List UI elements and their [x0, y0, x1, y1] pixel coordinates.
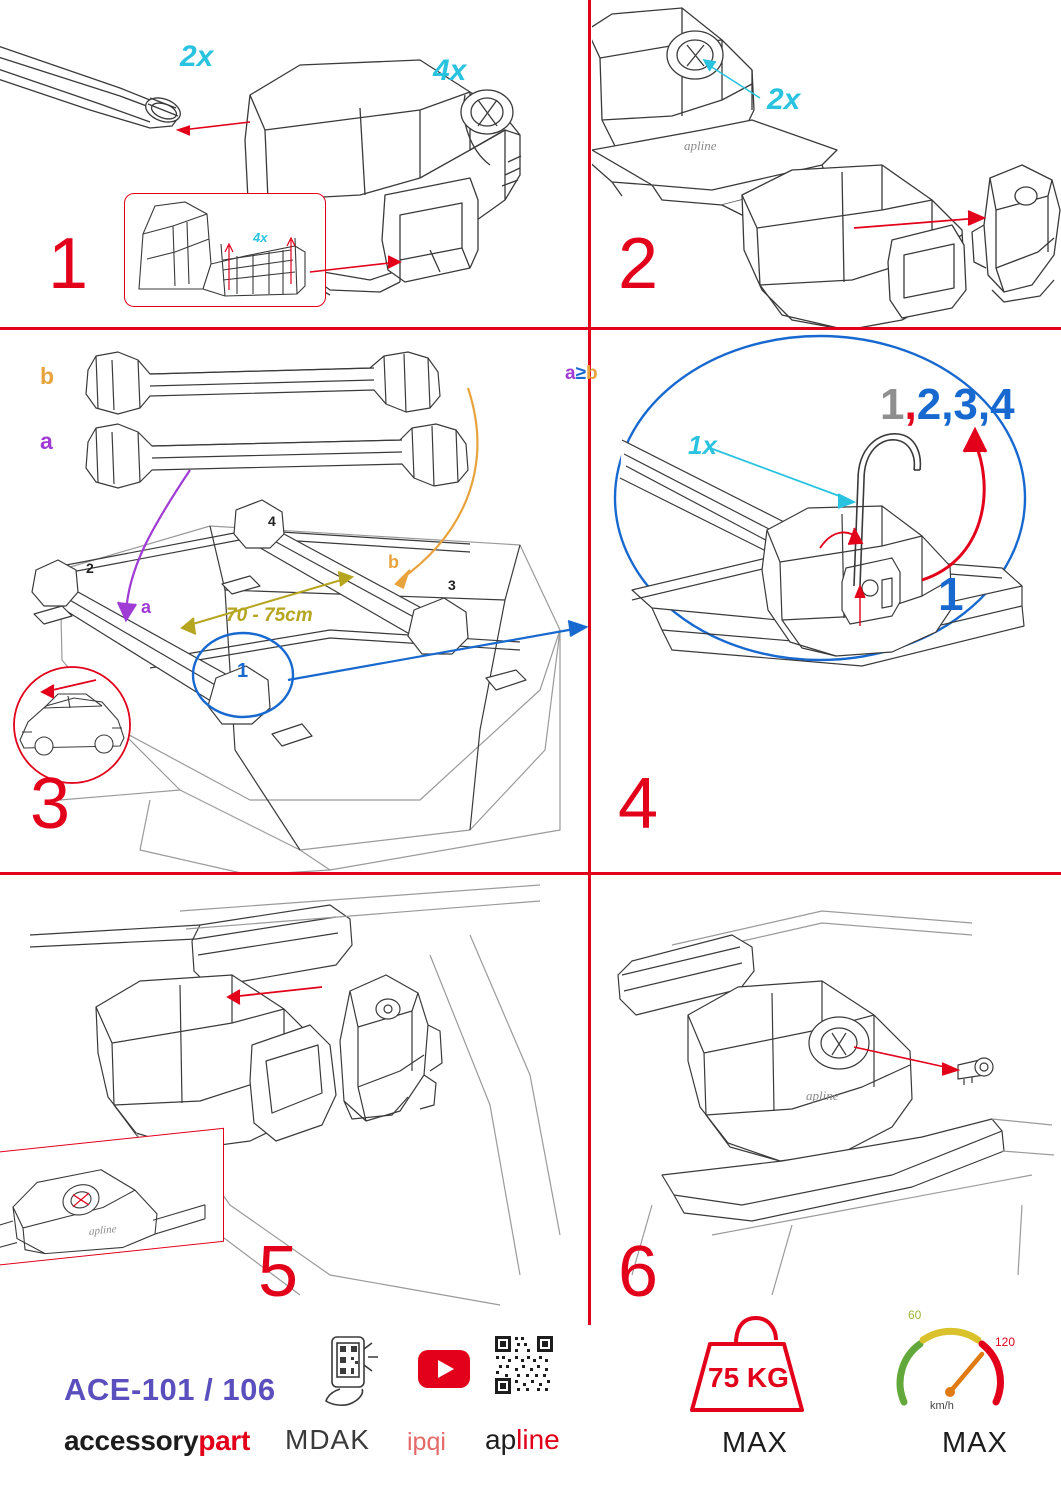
brand-accessorypart-part2: part	[198, 1425, 251, 1456]
step-3-illustration	[0, 330, 590, 872]
bar-label-a: a	[40, 428, 53, 454]
tightening-sequence: 1,2,3,4	[880, 380, 1015, 429]
weight-max-label: MAX	[722, 1427, 788, 1459]
inset-brand-mark: apline	[88, 1223, 117, 1238]
inset-quantity-label: 4x	[253, 230, 268, 245]
foot-number-3: 3	[448, 577, 456, 593]
brand-mdak: MDAK	[285, 1424, 370, 1455]
step-4-quantity-1x: 1x	[688, 430, 717, 460]
model-code: ACE-101 / 106	[64, 1372, 276, 1407]
speed-tick-120: 120	[995, 1335, 1016, 1349]
step-number-3: 3	[30, 764, 72, 844]
qr-code-icon	[493, 1334, 555, 1396]
step-2-quantity-2x: 2x	[767, 83, 801, 116]
step-number-4: 4	[618, 764, 660, 844]
step-6-illustration	[592, 875, 1061, 1315]
step-number-6: 6	[618, 1232, 660, 1312]
foot-number-2: 2	[86, 560, 94, 576]
step-5-inset-illustration	[0, 1129, 221, 1263]
phone-qr-icon	[318, 1333, 398, 1413]
speed-max-label: MAX	[942, 1427, 1008, 1459]
speed-tick-60: 60	[908, 1308, 922, 1322]
bar-label-b: b	[40, 363, 55, 389]
brand-apline-part1: ap	[485, 1424, 517, 1455]
roof-label-b: b	[388, 552, 399, 572]
step-1-quantity-2x: 2x	[180, 40, 214, 73]
step-1-inset-box	[124, 193, 326, 307]
step-2-illustration	[592, 0, 1061, 327]
step-1-quantity-4x: 4x	[433, 54, 467, 87]
speed-unit-label: km/h	[930, 1400, 954, 1412]
step-1-inset-illustration	[125, 194, 323, 304]
foot-number-4: 4	[268, 513, 276, 529]
a-greater-equal-b-note: a≥b	[565, 363, 598, 384]
step-number-1: 1	[48, 224, 90, 304]
inset-arrow	[300, 240, 420, 290]
brand-accessorypart-part1: accessory	[64, 1425, 199, 1456]
brand-ipqi: ipqi	[407, 1428, 446, 1456]
brand-accessorypart	[64, 1425, 250, 1457]
brand-apline-footer	[485, 1424, 560, 1456]
brand-mark-apline-step6: apline	[806, 1088, 839, 1103]
foot-number-1: 1	[237, 660, 249, 682]
step-4-callout-1: 1	[938, 568, 964, 620]
step-number-5: 5	[258, 1232, 300, 1312]
crossbar-spacing-dimension: 70 - 75cm	[226, 605, 313, 626]
brand-mark-apline: apline	[684, 138, 717, 153]
weight-limit-value: 75 KG	[708, 1362, 789, 1393]
step-number-2: 2	[618, 224, 660, 304]
brand-apline-part2: line	[516, 1424, 560, 1455]
roof-label-a: a	[141, 597, 152, 617]
youtube-icon[interactable]	[418, 1350, 470, 1388]
